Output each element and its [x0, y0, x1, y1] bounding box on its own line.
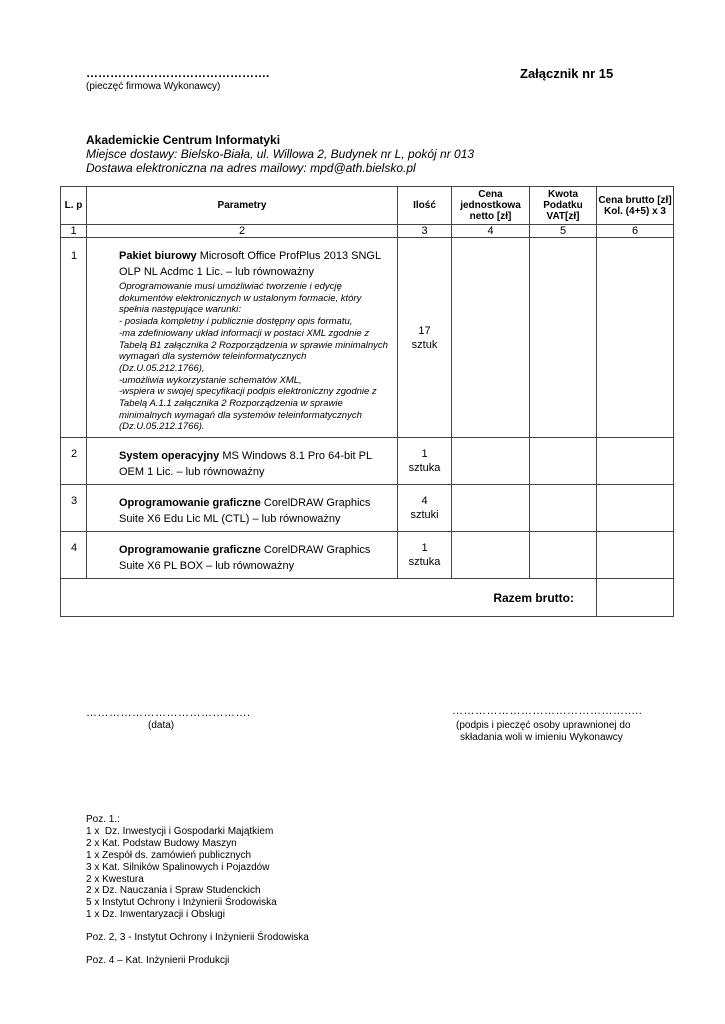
row-params: [87, 438, 398, 485]
header-params: Parametry: [87, 187, 398, 225]
row-params: [87, 532, 398, 579]
signature-label: (podpis i pieczęć osoby uprawnionej do: [456, 720, 631, 731]
col-number: 6: [597, 225, 674, 238]
item-description: CorelDRAW Graphics Suite X6 Edu Lic ML (CTL) – lub równoważny: [119, 497, 371, 526]
requirement-line: -ma zdefiniowany układ informacji w postaci XML zgodnie z: [119, 327, 370, 339]
item-category: System operacyjny: [119, 450, 220, 463]
total-row: [61, 579, 674, 617]
item-category: Pakiet biurowy: [119, 250, 197, 262]
vat-cell[interactable]: [530, 532, 597, 579]
qty-number: 17: [418, 324, 431, 337]
requirement-line: -umożliwia wykorzystanie schematów XML,: [119, 374, 302, 386]
note-line: Poz. 1.:: [86, 814, 120, 825]
note-line: 2 x Kwestura: [86, 873, 144, 885]
total-gross-cell[interactable]: [597, 579, 674, 617]
row-params: [87, 485, 398, 532]
table-row: [61, 438, 674, 485]
qty-unit: sztuka: [408, 556, 441, 569]
header-unit-price: Cena jednostkowa netto [zł]: [452, 187, 530, 225]
requirements-list: [119, 281, 391, 433]
annex-title: Załącznik nr 15: [520, 66, 614, 81]
requirement-line: -wspiera w swojej specyfikacji podpis elektroniczny zgodnie z: [119, 386, 377, 398]
item-category: Oprogramowanie graficzne: [119, 497, 261, 510]
col-number: 1: [61, 225, 87, 238]
note-line: 5 x Instytut Ochrony i Inżynierii Środowiska: [86, 897, 277, 909]
signature-label: składania woli w imieniu Wykonawcy: [460, 732, 623, 743]
unit-price-cell[interactable]: [452, 532, 530, 579]
requirement-line: (Dz.U.05.212.1766),: [119, 362, 205, 374]
vat-cell[interactable]: [530, 238, 597, 438]
delivery-email: Dostawa elektroniczna na adres mailowy: mpd@ath.bielsko.pl: [86, 161, 416, 175]
table-row: [61, 532, 674, 579]
requirement-line: Oprogramowanie musi umożliwiać tworzenie i edycję: [119, 281, 342, 292]
note-line: 2 x Kat. Podstaw Budowy Maszyn: [86, 837, 237, 849]
note-line: Poz. 4 – Kat. Inżynierii Produkcji: [86, 955, 230, 966]
requirement-line: dokumentów elektronicznych w ustalonym formacie, który: [119, 292, 362, 304]
date-label: (data): [148, 720, 175, 731]
row-qty: [398, 238, 452, 438]
gross-cell[interactable]: [597, 438, 674, 485]
qty-number: 1: [421, 448, 428, 461]
requirement-line: Tabelą B1 załącznika 2 Rozporządzenia w sprawie minimalnych: [119, 339, 388, 351]
qty-unit: sztuka: [408, 462, 441, 475]
gross-cell[interactable]: [597, 238, 674, 438]
row-lp: 2: [61, 438, 87, 485]
note-line: 1 x Zespół ds. zamówień publicznych: [86, 849, 252, 861]
gross-cell[interactable]: [597, 485, 674, 532]
col-number: 4: [452, 225, 530, 238]
table-header-row: [61, 187, 674, 225]
organization-name: Akademickie Centrum Informatyki: [86, 133, 281, 147]
unit-price-cell[interactable]: [452, 238, 530, 438]
note-line: 1 x Dz. Inwentaryzacji i Obsługi: [86, 909, 225, 921]
table-row: [61, 485, 674, 532]
gross-cell[interactable]: [597, 532, 674, 579]
header-lp: L. p: [61, 187, 87, 225]
item-category: Oprogramowanie graficzne: [119, 544, 261, 557]
delivery-address: Miejsce dostawy: Bielsko-Biała, ul. Willowa 2, Budynek nr L, pokój nr 013: [86, 147, 475, 161]
requirement-line: wymagań dla systemów teleinformatycznych: [119, 351, 307, 363]
row-qty: [398, 532, 452, 579]
qty-unit: sztuk: [411, 338, 438, 351]
row-qty: [398, 485, 452, 532]
total-label: Razem brutto:: [61, 579, 597, 617]
note-line: Poz. 2, 3 - Instytut Ochrony i Inżynierii Środowiska: [86, 932, 309, 943]
row-lp: 3: [61, 485, 87, 532]
note-line: 1 x Dz. Inwestycji i Gospodarki Majątkiem: [86, 825, 274, 837]
stamp-label: (pieczęć firmowa Wykonawcy): [86, 81, 221, 92]
col-number: 5: [530, 225, 597, 238]
requirement-line: spełnia następujące warunki:: [119, 304, 241, 316]
table-row: [61, 238, 674, 438]
item-description: Microsoft Office ProfPlus 2013 SNGL OLP NL Acdmc 1 Lic. – lub równoważny: [119, 250, 381, 278]
row-qty: [398, 438, 452, 485]
row-params: [87, 238, 398, 438]
requirement-line: Tabelą A.1.1 załącznika 2 Rozporządzenia w sprawie: [119, 398, 343, 410]
col-number: 3: [398, 225, 452, 238]
date-dots: …………………………………….: [86, 707, 251, 719]
note-line: 3 x Kat. Silników Spalinowych i Pojazdów: [86, 861, 270, 873]
header-qty: Ilość: [398, 187, 452, 225]
qty-unit: sztuki: [410, 509, 439, 522]
vat-cell[interactable]: [530, 485, 597, 532]
unit-price-cell[interactable]: [452, 438, 530, 485]
stamp-dots: ……………………………………….: [86, 66, 270, 80]
header-vat: Kwota Podatku VAT[zł]: [530, 187, 597, 225]
requirement-line: minimalnych wymagań dla systemów teleinformatycznych: [119, 409, 362, 421]
item-description: CorelDRAW Graphics Suite X6 PL BOX – lub równoważny: [119, 544, 371, 573]
row-lp: 1: [61, 238, 87, 438]
qty-number: 1: [421, 542, 428, 555]
distribution-notes: [86, 814, 277, 921]
item-description: MS Windows 8.1 Pro 64-bit PL OEM 1 Lic. – lub równoważny: [119, 450, 372, 479]
signature-dots: ……………………………………….....: [452, 705, 643, 717]
qty-number: 4: [421, 495, 428, 508]
unit-price-cell[interactable]: [452, 485, 530, 532]
requirement-line: - posiada kompletny i publicznie dostępny opis formatu,: [119, 316, 353, 328]
note-line: 2 x Dz. Nauczania i Spraw Studenckich: [86, 885, 261, 897]
requirement-line: (Dz.U.05.212.1766).: [119, 421, 205, 433]
col-number: 2: [87, 225, 398, 238]
header-gross: Cena brutto [zł] Kol. (4+5) x 3: [597, 187, 674, 225]
column-number-row: [61, 225, 674, 238]
row-lp: 4: [61, 532, 87, 579]
vat-cell[interactable]: [530, 438, 597, 485]
order-table: [60, 186, 674, 617]
